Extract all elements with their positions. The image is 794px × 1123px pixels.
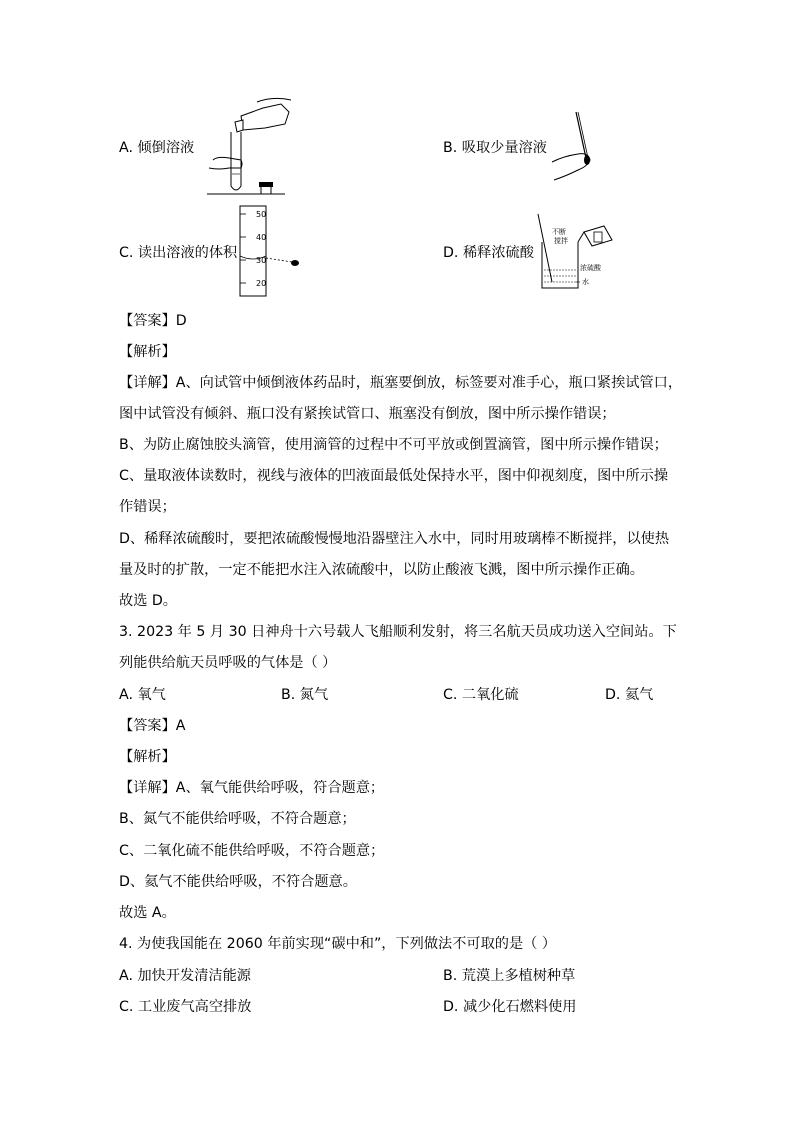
label-water: 水 bbox=[582, 278, 589, 286]
label-stir-2: 搅拌 bbox=[554, 237, 568, 245]
q3-answer: 【答案】A bbox=[119, 718, 186, 734]
q2-detail-line: D、稀释浓硫酸时，要把浓硫酸慢慢地沿器壁注入水中，同时用玻璃棒不断搅拌，以使热 bbox=[119, 531, 670, 547]
pouring-liquid-figure bbox=[203, 98, 293, 202]
dilution-figure bbox=[532, 212, 616, 296]
pouring-liquid-icon bbox=[203, 98, 293, 198]
q3-detail-line: B、氮气不能供给呼吸，不符合题意； bbox=[119, 811, 356, 827]
q2-detail-line: C、量取液体读数时，视线与液体的凹液面最低处保持水平，图中仰视刻度，图中所示操 bbox=[119, 468, 669, 484]
graduated-cylinder-icon bbox=[232, 204, 312, 300]
q3-detail-line: C、二氧化硫不能供给呼吸，不符合题意； bbox=[119, 843, 385, 859]
option-c-label: C. 读出溶液的体积 bbox=[119, 245, 238, 261]
q2-detail-line: 图中试管没有倾斜、瓶口没有紧挨试管口、瓶塞没有倒放，图中所示操作错误； bbox=[119, 406, 616, 422]
q4-option-a: A. 加快开发清洁能源 bbox=[119, 968, 251, 984]
q2-answer: 【答案】D bbox=[119, 313, 187, 329]
label-stir-1: 不断 bbox=[552, 228, 566, 236]
q2-detail-line: B、为防止腐蚀胶头滴管，使用滴管的过程中不可平放或倒置滴管，图中所示操作错误； bbox=[119, 437, 668, 453]
option-b-label: B. 吸取少量溶液 bbox=[443, 140, 547, 156]
q3-option-d: D. 氦气 bbox=[605, 687, 654, 703]
cylinder-tick-20: 20 bbox=[256, 279, 267, 288]
q3-detail-line: D、氦气不能供给呼吸，不符合题意。 bbox=[119, 874, 357, 890]
q3-option-a: A. 氧气 bbox=[119, 687, 166, 703]
cylinder-tick-50: 50 bbox=[256, 210, 267, 219]
q3-conclusion: 故选 A。 bbox=[119, 905, 176, 921]
cylinder-tick-30: 30 bbox=[256, 256, 267, 265]
q2-analysis-heading: 【解析】 bbox=[119, 344, 176, 360]
label-conc-acid: 浓硫酸 bbox=[580, 264, 601, 272]
dropper-icon bbox=[548, 110, 598, 186]
q4-option-b: B. 荒漠上多植树种草 bbox=[443, 968, 576, 984]
option-a-label: A. 倾倒溶液 bbox=[119, 140, 195, 156]
graduated-cylinder-figure bbox=[232, 204, 312, 304]
q4-stem: 4. 为使我国能在 2060 年前实现“碳中和”，下列做法不可取的是（ ） bbox=[119, 936, 557, 952]
cylinder-tick-40: 40 bbox=[256, 233, 267, 242]
q2-conclusion: 故选 D。 bbox=[119, 593, 177, 609]
q3-option-c: C. 二氧化硫 bbox=[443, 687, 519, 703]
q2-detail-line: 作错误； bbox=[119, 499, 176, 515]
option-d-label: D. 稀释浓硫酸 bbox=[443, 245, 534, 261]
q2-detail-line: 量及时的扩散，一定不能把水注入浓硫酸中，以防止酸液飞溅，图中所示操作正确。 bbox=[119, 562, 644, 578]
q3-option-b: B. 氮气 bbox=[281, 687, 329, 703]
q2-detail-line: 【详解】A、向试管中倾倒液体药品时，瓶塞要倒放，标签要对准手心，瓶口紧挨试管口， bbox=[119, 375, 683, 391]
dropper-figure bbox=[548, 110, 598, 190]
q3-stem-line: 3. 2023 年 5 月 30 日神舟十六号载人飞船顺利发射，将三名航天员成功送入空间站。下 bbox=[119, 624, 677, 640]
q3-analysis-heading: 【解析】 bbox=[119, 749, 176, 765]
dilution-icon bbox=[532, 212, 616, 292]
eye-icon bbox=[291, 260, 299, 266]
q3-stem-line: 列能供给航天员呼吸的气体是（ ） bbox=[119, 655, 337, 671]
q4-option-c: C. 工业废气高空排放 bbox=[119, 999, 252, 1015]
q3-detail-line: 【详解】A、氧气能供给呼吸，符合题意； bbox=[119, 780, 385, 796]
q4-option-d: D. 减少化石燃料使用 bbox=[443, 999, 577, 1015]
